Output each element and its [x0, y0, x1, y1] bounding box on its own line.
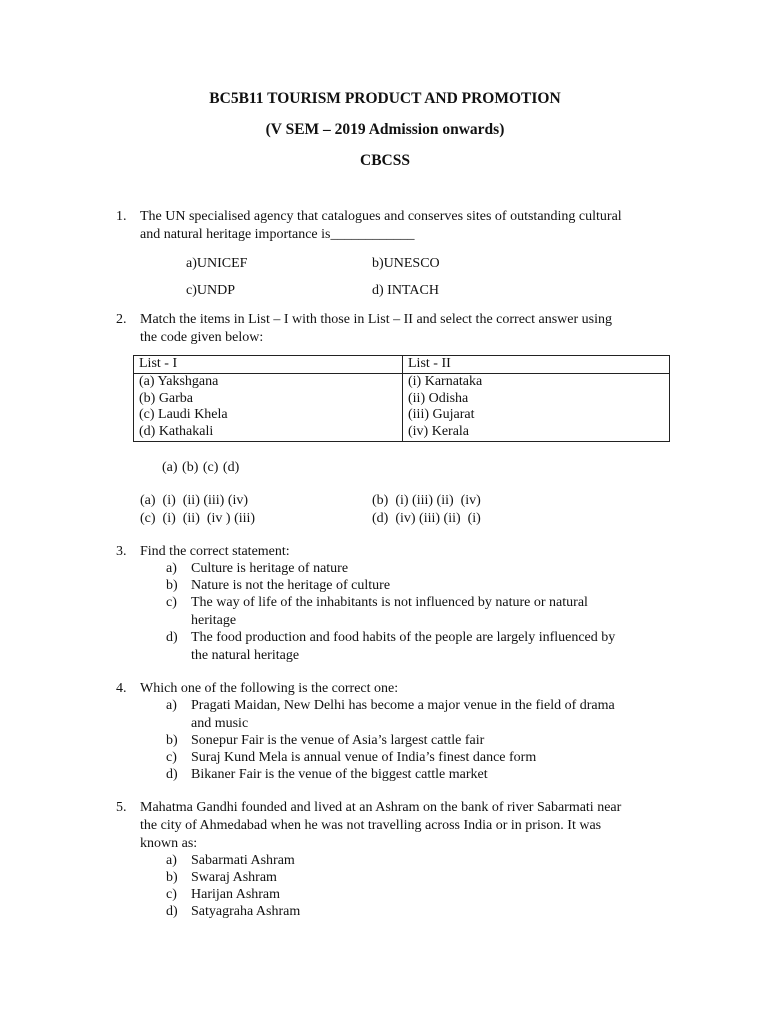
- paper-scheme: CBCSS: [360, 152, 410, 169]
- option-b: b)UNESCO: [372, 256, 440, 271]
- question-number: 5.: [116, 800, 127, 815]
- question-number: 2.: [116, 312, 127, 327]
- table-row: [134, 373, 670, 441]
- question-text-line: Mahatma Gandhi founded and lived at an Ashram on the bank of river Sabarmati near: [140, 800, 622, 815]
- option-letter: d): [166, 904, 178, 919]
- option-text: Satyagraha Ashram: [191, 904, 301, 919]
- option-a: a)UNICEF: [186, 256, 248, 271]
- list-item: (b) Garba: [139, 390, 194, 406]
- option-text: Suraj Kund Mela is annual venue of India’s finest dance form: [191, 750, 537, 765]
- code-header: (a) (b) (c) (d): [162, 460, 240, 475]
- question-text-line: The UN specialised agency that catalogues and conserves sites of outstanding cultural: [140, 209, 622, 224]
- option-text: heritage: [191, 613, 237, 628]
- option-text: Sonepur Fair is the venue of Asia’s largest cattle fair: [191, 733, 485, 748]
- question-text: Which one of the following is the correct one:: [140, 681, 399, 696]
- question-number: 1.: [116, 209, 127, 224]
- option-text: Harijan Ashram: [191, 887, 281, 902]
- option-text: Nature is not the heritage of culture: [191, 578, 391, 593]
- option-text: and music: [191, 716, 249, 731]
- option-letter: c): [166, 887, 177, 902]
- option-letter: c): [166, 595, 177, 610]
- option-letter: b): [166, 733, 178, 748]
- option-letter: c): [166, 750, 177, 765]
- question-text-line: the city of Ahmedabad when he was not travelling across India or in prison. It was: [140, 818, 602, 833]
- paper-subtitle: (V SEM – 2019 Admission onwards): [265, 121, 505, 138]
- option-d: (d) (iv) (iii) (ii) (i): [372, 511, 481, 526]
- option-text: Bikaner Fair is the venue of the biggest cattle market: [191, 767, 488, 782]
- question-text-line: Match the items in List – I with those in List – II and select the correct answer using: [140, 312, 612, 327]
- question-number: 3.: [116, 544, 127, 559]
- option-text: The food production and food habits of the people are largely influenced by: [191, 630, 616, 645]
- option-letter: a): [166, 853, 177, 868]
- question-text-line: and natural heritage importance is____________: [140, 227, 415, 242]
- list-item: (d) Kathakali: [139, 424, 214, 440]
- option-text: Swaraj Ashram: [191, 870, 277, 885]
- option-d: d) INTACH: [372, 283, 439, 298]
- option-text: Sabarmati Ashram: [191, 853, 295, 868]
- list-item: (iii) Gujarat: [408, 407, 475, 423]
- list-item: (iv) Kerala: [408, 424, 470, 440]
- table-cell-list-1: [134, 373, 403, 441]
- option-c: c)UNDP: [186, 283, 235, 298]
- list-item: (i) Karnataka: [408, 373, 483, 389]
- option-text: the natural heritage: [191, 648, 300, 663]
- table-header-row: [134, 356, 670, 374]
- table-header-cell: List - II: [403, 356, 670, 374]
- question-text-line: the code given below:: [140, 330, 264, 345]
- option-letter: a): [166, 561, 177, 576]
- option-text: Culture is heritage of nature: [191, 561, 349, 576]
- option-letter: a): [166, 698, 177, 713]
- list-item: (ii) Odisha: [408, 390, 469, 406]
- option-letter: b): [166, 578, 178, 593]
- option-letter: b): [166, 870, 178, 885]
- option-letter: d): [166, 630, 178, 645]
- question-text-line: known as:: [140, 836, 198, 851]
- table-header-cell: List - I: [134, 356, 403, 374]
- option-c: (c) (i) (ii) (iv ) (iii): [140, 511, 256, 526]
- list-item: (a) Yakshgana: [139, 373, 219, 389]
- paper-title: BC5B11 TOURISM PRODUCT AND PROMOTION: [209, 90, 561, 107]
- option-letter: d): [166, 767, 178, 782]
- match-table: [133, 355, 670, 442]
- option-a: (a) (i) (ii) (iii) (iv): [140, 493, 249, 508]
- option-text: The way of life of the inhabitants is not influenced by nature or natural: [191, 595, 588, 610]
- option-b: (b) (i) (iii) (ii) (iv): [372, 493, 481, 508]
- question-text: Find the correct statement:: [140, 544, 290, 559]
- option-text: Pragati Maidan, New Delhi has become a major venue in the field of drama: [191, 698, 615, 713]
- question-number: 4.: [116, 681, 127, 696]
- table-cell-list-2: [403, 373, 670, 441]
- list-item: (c) Laudi Khela: [139, 407, 228, 423]
